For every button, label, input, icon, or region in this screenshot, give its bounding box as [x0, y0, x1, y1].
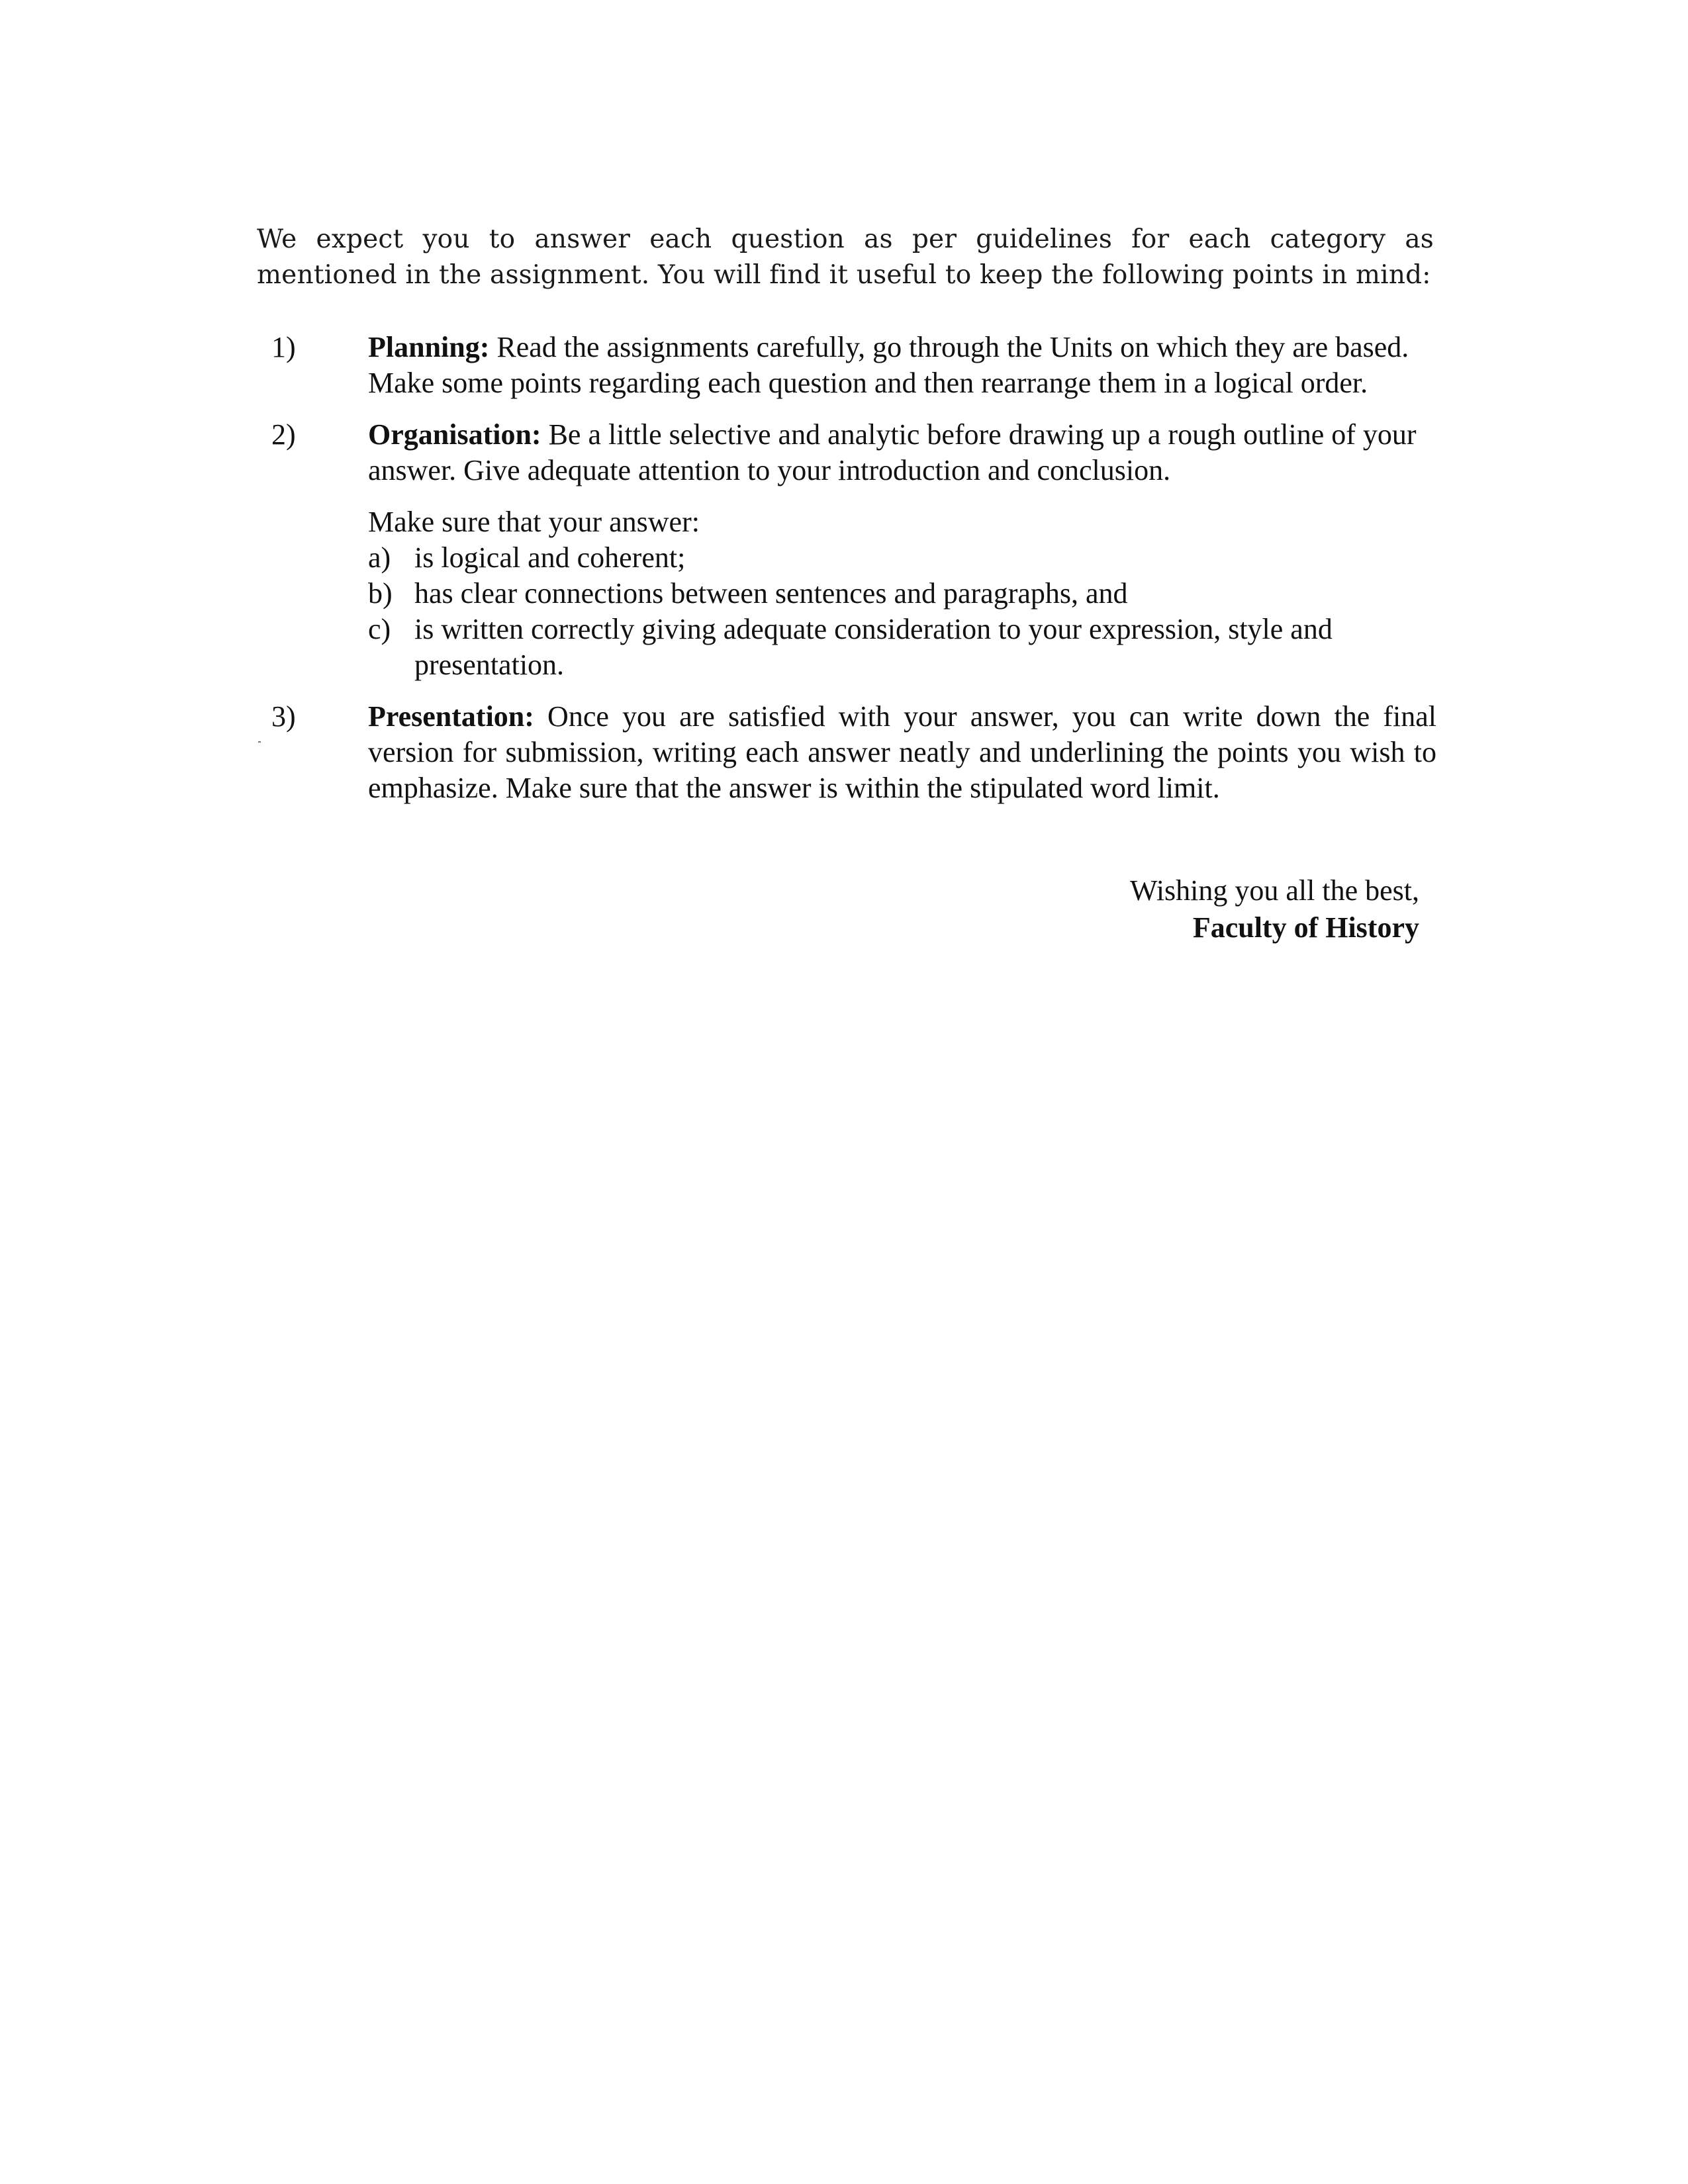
checklist-heading: Make sure that your answer: — [368, 506, 700, 538]
point-body — [368, 417, 1436, 488]
checklist-item — [368, 612, 1436, 683]
point-text: Read the assignments carefully, go through the Units on which they are based. Make some points regarding each question and then rearrange them in a logical order. — [368, 331, 1409, 399]
signature: Faculty of History — [1192, 911, 1419, 944]
point-body — [368, 330, 1436, 401]
point-number: 2) — [271, 418, 296, 451]
closing-block — [1130, 872, 1419, 946]
point-title: Presentation: — [368, 700, 534, 733]
checklist-marker: c) — [368, 613, 391, 645]
closing-line: Wishing you all the best, — [1130, 874, 1419, 907]
guideline-list — [271, 330, 1436, 822]
point-body — [368, 699, 1436, 806]
checklist-text: is written correctly giving adequate consideration to your expression, style and presentation. — [414, 613, 1333, 681]
point-number: 1) — [271, 331, 296, 363]
checklist-item — [368, 576, 1436, 612]
point-number: 3) — [271, 700, 296, 733]
stray-mark — [258, 741, 261, 743]
point-title: Organisation: — [368, 418, 541, 451]
guideline-organisation — [271, 417, 1436, 683]
answer-checklist — [368, 540, 1436, 683]
checklist-item — [368, 540, 1436, 576]
checklist-text: has clear connections between sentences and paragraphs, and — [414, 577, 1128, 610]
checklist-marker: b) — [368, 577, 393, 610]
point-title: Planning: — [368, 331, 490, 363]
intro-paragraph: We expect you to answer each question as per guidelines for each category as mentioned in the assignment. You will find it useful to keep the following points in mind: — [257, 224, 1434, 290]
guideline-planning — [271, 330, 1436, 401]
point-text: Be a little selective and analytic before drawing up a rough outline of your answer. Give adequate attention to your introduction and conclusion. — [368, 418, 1417, 486]
guideline-presentation — [271, 699, 1436, 806]
checklist-text: is logical and coherent; — [414, 541, 686, 574]
point-text: Once you are satisfied with your answer, you can write down the final version for submission, writing each answer neatly and underlining the points you wish to emphasize. Make sure that the answer is within the stipulated word limit. — [368, 700, 1436, 804]
checklist-marker: a) — [368, 541, 391, 574]
